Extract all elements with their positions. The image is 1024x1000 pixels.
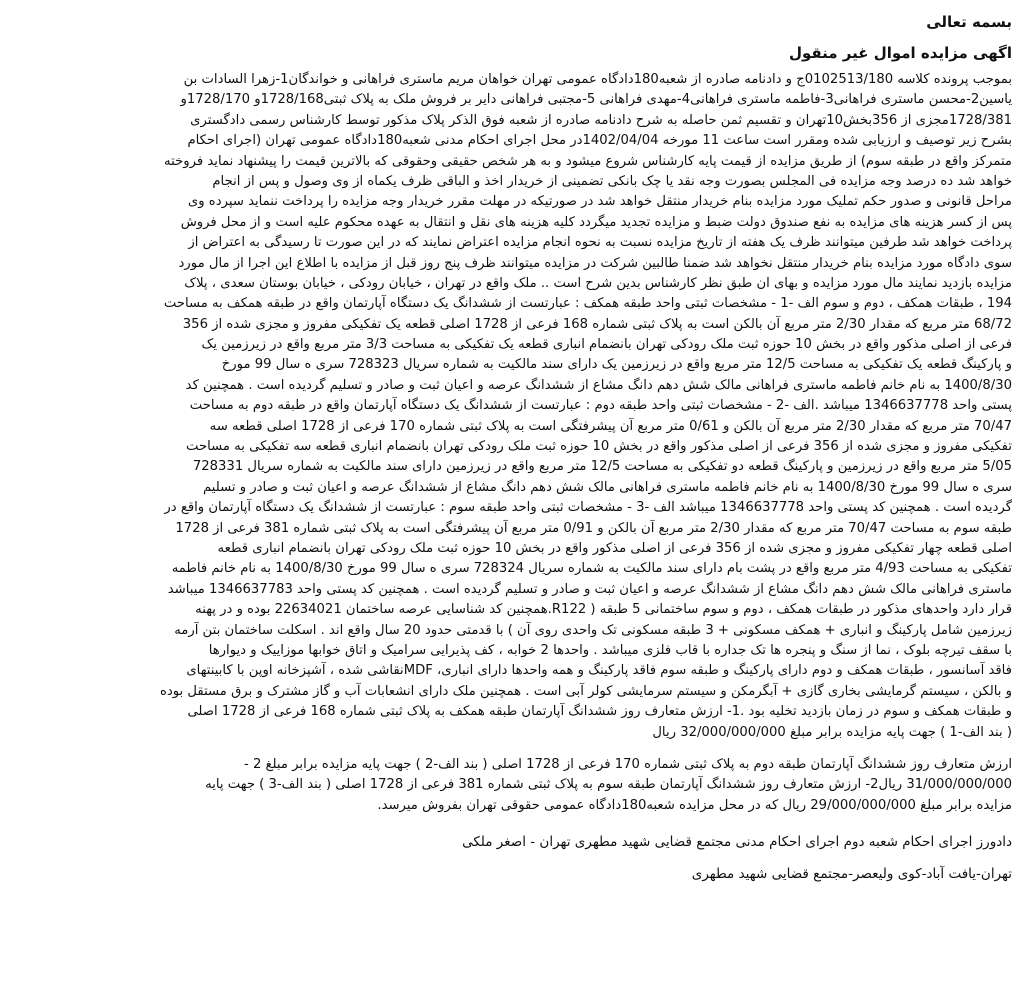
body-line: و بالکن ، سیستم گرمایشی بخاری گازی + آبگرمکن و سیستم سرمایشی کولر آبی است . همچنین ملک دارای انشعابات آب و گاز مشترک و برق مستقل بوده	[159, 683, 1012, 699]
body-line: فاقد آسانسور ، طبقات همکف و دوم دارای پارکینگ و طبقه سوم فاقد پارکینگ و همه واحدها دارای انباری، MDFنقاشی شده ، آشپزخانه اوپن با کابینتهای	[186, 663, 1012, 679]
body-line: و پارکینگ قطعه یک تفکیکی به مساحت 12/5 متر مربع واقع در زیرزمین یک دارای سند مالکیت به شماره سریال 728323 سری ه سال 99 مورخ	[221, 357, 1012, 373]
body-line: 5/05 متر مربع واقع در زیرزمین و پارکینگ قطعه دو تفکیکی به مساحت 12/5 متر مربع واقع در زیرزمین دارای سند مالکیت به شماره سریال 728331	[192, 459, 1012, 475]
body-line: با سقف تیرچه بلوک ، نما از سنگ و پنجره ها تک جداره با قاب فلزی میباشد . واحدها 2 خوابه ، کف پذیرایی سرامیک و اتاق خوابها موزاییک و دیوارها	[208, 642, 1012, 658]
body-line: 68/72 متر مربع که مقدار 2/30 متر مربع آن بالکن است به پلاک ثبتی شماره 168 فرعی از 1728 اصلی قطعه یک تفکیکی مفروز و مجزی شده از 356	[182, 316, 1012, 332]
body-line: 1728/381مجزی از 356بخش10تهران و تقسیم ثمن حاصله به شرح دادنامه صادره از شعبه فوق الذکر پلاک مذکور توسط کارشناس رسمی دادگستری	[190, 112, 1012, 128]
body-line: 194 ، طبقات همکف ، دوم و سوم الف -1 - مشخصات ثبتی واحد طبقه همکف : عبارتست از ششدانگ یک دستگاه آپارتمان واقع در طبقه همکف به مساحت	[163, 296, 1012, 312]
body-line: ( بند الف-1 ) جهت پایه مزایده برابر مبلغ 32/000/000/000 ریال	[652, 724, 1012, 740]
officer-signature-line: دادورز اجرای احکام شعبه دوم اجرای احکام مدنی مجتمع قضایی شهید مطهری تهران - اصغر ملکی	[462, 834, 1012, 851]
body-line: طبقه سوم به مساحت 70/47 متر مربع که مقدار 2/30 متر مربع آن بالکن و 0/91 متر مربع آن پیشرفتگی است به پلاک ثبتی شماره 381 فرعی از 1728	[175, 520, 1012, 536]
body-line: یاسین2-محسن ماستری فراهانی3-فاطمه ماستری فراهانی4-مهدی فراهانی 5-مجتبی فراهانی دایر بر فروش ملک به پلاک ثبتی1728/168و 1728/170و	[180, 92, 1012, 108]
body-line: قرار دارد واحدهای مذکور در طبقات همکف ، دوم و سوم ساختمانی 5 طبقه ( R122.همچنین کد شناسایی عرصه ساختمان 22634021 بوده و در پهنه	[195, 602, 1012, 618]
notice-heading: اگهی مزایده اموال غیر منقول	[788, 44, 1012, 62]
body-line: 1400/8/30 به نام خانم فاطمه ماستری فراهانی مالک شش دهم دانگ مشاع از ششدانگ عرصه و اعیان ثبت و صادر و تسلیم گردیده است . همچنین کد	[185, 377, 1012, 393]
body-line: متمرکز واقع در طبقه سوم) از طریق مزایده از قیمت پایه کارشناس شروع میشود و به هر شخص حقیقی وحقوقی که بالاترین قیمت را پیشنهاد نماید فروخته	[164, 153, 1012, 169]
body-line: گردیده است . همچنین کد پستی واحد 1346637778 میباشد الف -3 - مشخصات ثبتی واحد طبقه سوم : عبارتست از ششدانگ یک دستگاه آپارتمان واقع در	[164, 500, 1012, 516]
valuation-section	[12, 755, 1012, 816]
body-line: سری ه سال 99 مورخ 1400/8/30 به نام خانم فاطمه ماستری فراهانی مالک شش دهم دانگ مشاع از ششدانگ عرصه و اعیان ثبت و صادر و تسلیم	[202, 479, 1012, 495]
body-line: زیرزمین شامل پارکینگ و انباری + همکف مسکونی + 3 طبقه مسکونی تک واحدی روی آن ) با قدمتی حدود 20 سال واقع اند . اسکلت ساختمان بتن آرمه	[174, 622, 1012, 638]
body-line: بموجب پرونده کلاسه 0102513/180ج و دادنامه صادره از شعبه180دادگاه عمومی تهران خواهان مریم ماستری فراهانی و خواندگان1-زهرا السادات بن	[183, 72, 1012, 87]
body-line: بشرح زیر توصیف و ارزیابی شده ومقرر است ساعت 11 مورخه 1402/04/04در محل اجرای احکام مدنی شعبه180دادگاه عمومی تهران (اجرای احکام	[187, 133, 1012, 149]
body-line: تفکیکی به مساحت 4/93 متر مربع واقع در پشت بام دارای سند مالکیت به شماره سریال 728324 سری ه سال 99 مورخ 1400/8/30 به نام خانم فاطمه	[171, 561, 1012, 577]
address-line: تهران-یافت آباد-کوی ولیعصر-مجتمع قضایی شهید مطهری	[691, 866, 1012, 883]
body-line: مراحل قانونی و صدور حکم تملیک مورد مزایده بنام خریدار منتقل خواهد شد در صورتیکه در مهلت مقرر خریدار وجه مزایده را پرداخت ننماید سپرده وی	[187, 194, 1012, 210]
body-line: ماستری فراهانی مالک شش دهم دانگ مشاع از ششدانگ عرصه و اعیان ثبت و صادر و تسلیم گردیده است . همچنین کد پستی واحد 1346637783 میباشد	[167, 581, 1012, 597]
body-line: پس از کسر هزینه های مزایده به نفع صندوق دولت ضبط و مزایده تجدید میگردد کلیه هزینه های نقل و انتقال به عهده محکوم علیه است و از محل فروش	[180, 214, 1012, 230]
document-title: بسمه تعالی	[926, 13, 1012, 31]
section-gap	[12, 743, 1012, 755]
section-gap	[12, 816, 1012, 828]
body-line: مزایده بازدید نمایند مال مورد مزایده و بهای ان طبق نظر کارشناس بدین شرح است .. ملک واقع در تهران ، خیابان رودکی ، خیابان بوستان سعدی ، پلاک	[184, 275, 1012, 291]
body-line: فرعی از اصلی مذکور واقع در بخش 10 حوزه ثبت ملک رودکی تهران بانضمام انباری قطعه یک تفکیکی به مساحت 3/3 متر مربع واقع در زیرزمین یک	[201, 337, 1012, 353]
body-line: و طبقات همکف و سوم در زمان بازدید تخلیه بود .1- ارزش متعارف روز ششدانگ آپارتمان طبقه همکف به پلاک ثبتی شماره 168 فرعی از 1728 اصلی	[187, 704, 1012, 720]
valuation-line: مزایده برابر مبلغ 29/000/000/000 ریال که در محل مزایده شعبه180دادگاه عمومی حقوقی تهران بفروش میرسد.	[377, 797, 1012, 813]
notice-body	[12, 70, 1012, 743]
body-line: اصلی قطعه چهار تفکیکی مفروز و مجزی شده از 356 فرعی از اصلی مذکور واقع در بخش 10 حوزه ثبت ملک رودکی تهران بانضمام انباری قطعه	[217, 540, 1012, 556]
body-line: تفکیکی مفروز و مجزی شده از 356 فرعی از اصلی مذکور واقع در بخش 10 حوزه ثبت ملک رودکی تهران بانضمام انباری قطعه سه تفکیکی به مساحت	[186, 439, 1012, 455]
valuation-line: ارزش متعارف روز ششدانگ آپارتمان طبقه دوم به پلاک ثبتی شماره 170 فرعی از 1728 اصلی ( بند الف-2 ) جهت پایه مزایده برابر مبلغ 2 -	[244, 756, 1012, 772]
body-line: پرداخت خواهد شد طرفین میتوانند ظرف یک هفته از تاریخ مزایده نسبت به نحوه انجام مزایده اعتراض نمایند که در این صورت تا رسیدگی به اعتراض از	[188, 235, 1012, 251]
valuation-line: 31/000/000/000 ریال2- ارزش متعارف روز ششدانگ آپارتمان طبقه سوم به پلاک ثبتی شماره 381 فرعی از 1728 اصلی ( بند الف-3 ) جهت پایه	[205, 777, 1012, 793]
body-line: 70/47 متر مربع که مقدار 2/30 متر مربع آن بالکن و 0/61 متر مربع آن پیشرفتگی است به پلاک ثبتی شماره 170 فرعی از 1728 اصلی قطعه سه	[209, 418, 1012, 434]
body-line: سوی دادگاه مورد مزایده بنام خریدار منتقل نخواهد شد ضمنا طالبین شرکت در مزایده میتوانند ظرف پنج روز قبل از مزایده با اطلاع این اجرا از مال مورد	[178, 255, 1012, 271]
body-line: خواهد شد ده درصد وجه مزایده فی المجلس بصورت وجه نقد یا چک بانکی تضمینی از خریدار اخذ و الباقی ظرف یکماه از وی وصول و پس از انجام	[212, 173, 1012, 189]
notice-footer	[12, 828, 1012, 888]
body-line: پستی واحد 1346637778 میباشد .الف -2 - مشخصات ثبتی واحد طبقه دوم : عبارتست از ششدانگ یک دستگاه آپارتمان واقع در طبقه دوم به مساحت	[189, 398, 1012, 414]
